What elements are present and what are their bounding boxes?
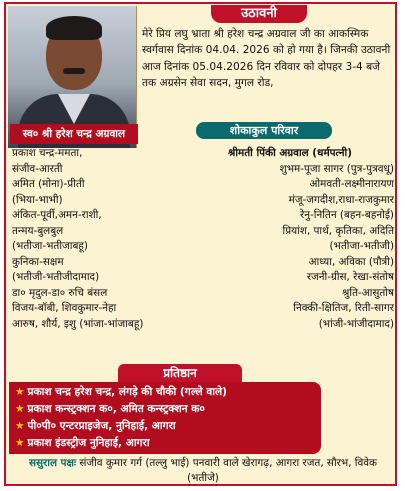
page-title: उठावनी xyxy=(211,5,307,23)
star-icon: ★ xyxy=(15,420,25,432)
family-member: अंकित-पूर्वी,अमन-राशी, xyxy=(12,209,102,221)
establishments-box xyxy=(9,382,321,454)
establishment-item: ★ पी०पी० एन्टरप्राइजेज, नुनिहाई, आगरा xyxy=(15,420,176,432)
establishment-item: ★ प्रकाश इंडस्ट्रीज नुनिहाई, आगरा xyxy=(15,437,150,449)
family-list-right xyxy=(202,146,394,332)
family-member: प्रियांश, पार्थ, कृतिका, अदिति xyxy=(282,224,394,237)
star-icon: ★ xyxy=(15,437,25,449)
family-member: (भतीजा-भतीजाबहू) xyxy=(12,240,88,252)
family-member: आध्या, अविका (पौत्री) xyxy=(308,255,394,268)
family-member: निक्की-क्षितिज, रिती-सागर xyxy=(293,302,394,314)
family-member: (भांजी-भांजीदामाद) xyxy=(318,317,394,330)
family-member: रेनु-नितिन (बहन-बहनोई) xyxy=(300,209,394,221)
family-member: (भिया-भाभी) xyxy=(12,193,63,206)
establishment-item: ★ प्रकाश चन्द्र हरेश चन्द्र, लंगड़े की चौकी (गल्ले वाले) xyxy=(15,386,228,398)
family-member: डा० मृदुल-डा० रुचि बंसल xyxy=(12,286,108,299)
family-member: श्रीमती पिंकी अग्रवाल (धर्मपत्नी) xyxy=(228,147,352,159)
family-member: रजनी-ग्रीस, रेखा-संतोष xyxy=(306,271,394,283)
family-member: (भतीजी-भतीजीदामाद) xyxy=(12,271,100,283)
star-icon: ★ xyxy=(15,403,25,415)
family-list-left xyxy=(12,146,200,332)
family-member: आरुष, शौर्य, इशु (भांजा-भांजाबहू) xyxy=(12,317,144,330)
family-member: तन्मय-बुलबुल xyxy=(12,224,64,237)
family-member: प्रकाश चन्द्र-ममता, xyxy=(12,147,83,159)
establishments-heading: प्रतिष्ठान xyxy=(118,364,242,382)
family-member: मंजू-जगदीश,राधा-राजकुमार xyxy=(288,193,394,206)
family-heading: शोकाकुल परिवार xyxy=(196,122,332,139)
family-member: संजीव-आरती xyxy=(12,162,63,175)
family-member: श्रुति-आसुतोष xyxy=(342,286,394,299)
portrait-photo xyxy=(8,6,137,148)
family-member: (भतीजा-भतीजी) xyxy=(329,240,394,252)
family-member: अमित (मोना)-प्रीती xyxy=(12,178,85,190)
photo-caption: स्व० श्री हरेश चन्द्र अग्रवाल xyxy=(10,124,138,144)
family-member: कुनिका-सक्षम xyxy=(12,255,64,268)
in-laws-line xyxy=(14,456,392,486)
star-icon: ★ xyxy=(15,386,25,398)
in-laws-label: ससुराल पक्षः xyxy=(28,457,77,469)
family-member: शुभम-पूजा सागर (पुत्र-पुत्रवधू) xyxy=(279,162,394,175)
in-laws-text: संजीव कुमार गर्ग (तल्लु भाई) पनवारी वाले खेरागढ़, आगरा रजत, सौरभ, विवेक (भतीजे) xyxy=(79,457,378,484)
intro-text: मेरे प्रिय लघु भ्राता श्री हरेश चन्द्र अग्रवाल जी का आकस्मिक स्वर्गवास दिनांक 04.04. 2026 को हो गया है। जिनकी उठावनी आज दिनांक 05.04.2026 दिन रविवार को दोपहर 3-4 बजे तक अग्रसेन सेवा सदन, मुगल रोड, xyxy=(142,28,391,90)
establishment-item: ★ प्रकाश कन्स्ट्रक्शन क०, अमित कन्स्ट्रक्शन क० xyxy=(15,403,205,415)
obituary-notice xyxy=(4,2,397,486)
family-member: ओमवती-लक्ष्मीनारायण xyxy=(309,178,394,190)
family-member: विजय-बॉबी, शिवकुमार-नेहा xyxy=(12,302,117,314)
